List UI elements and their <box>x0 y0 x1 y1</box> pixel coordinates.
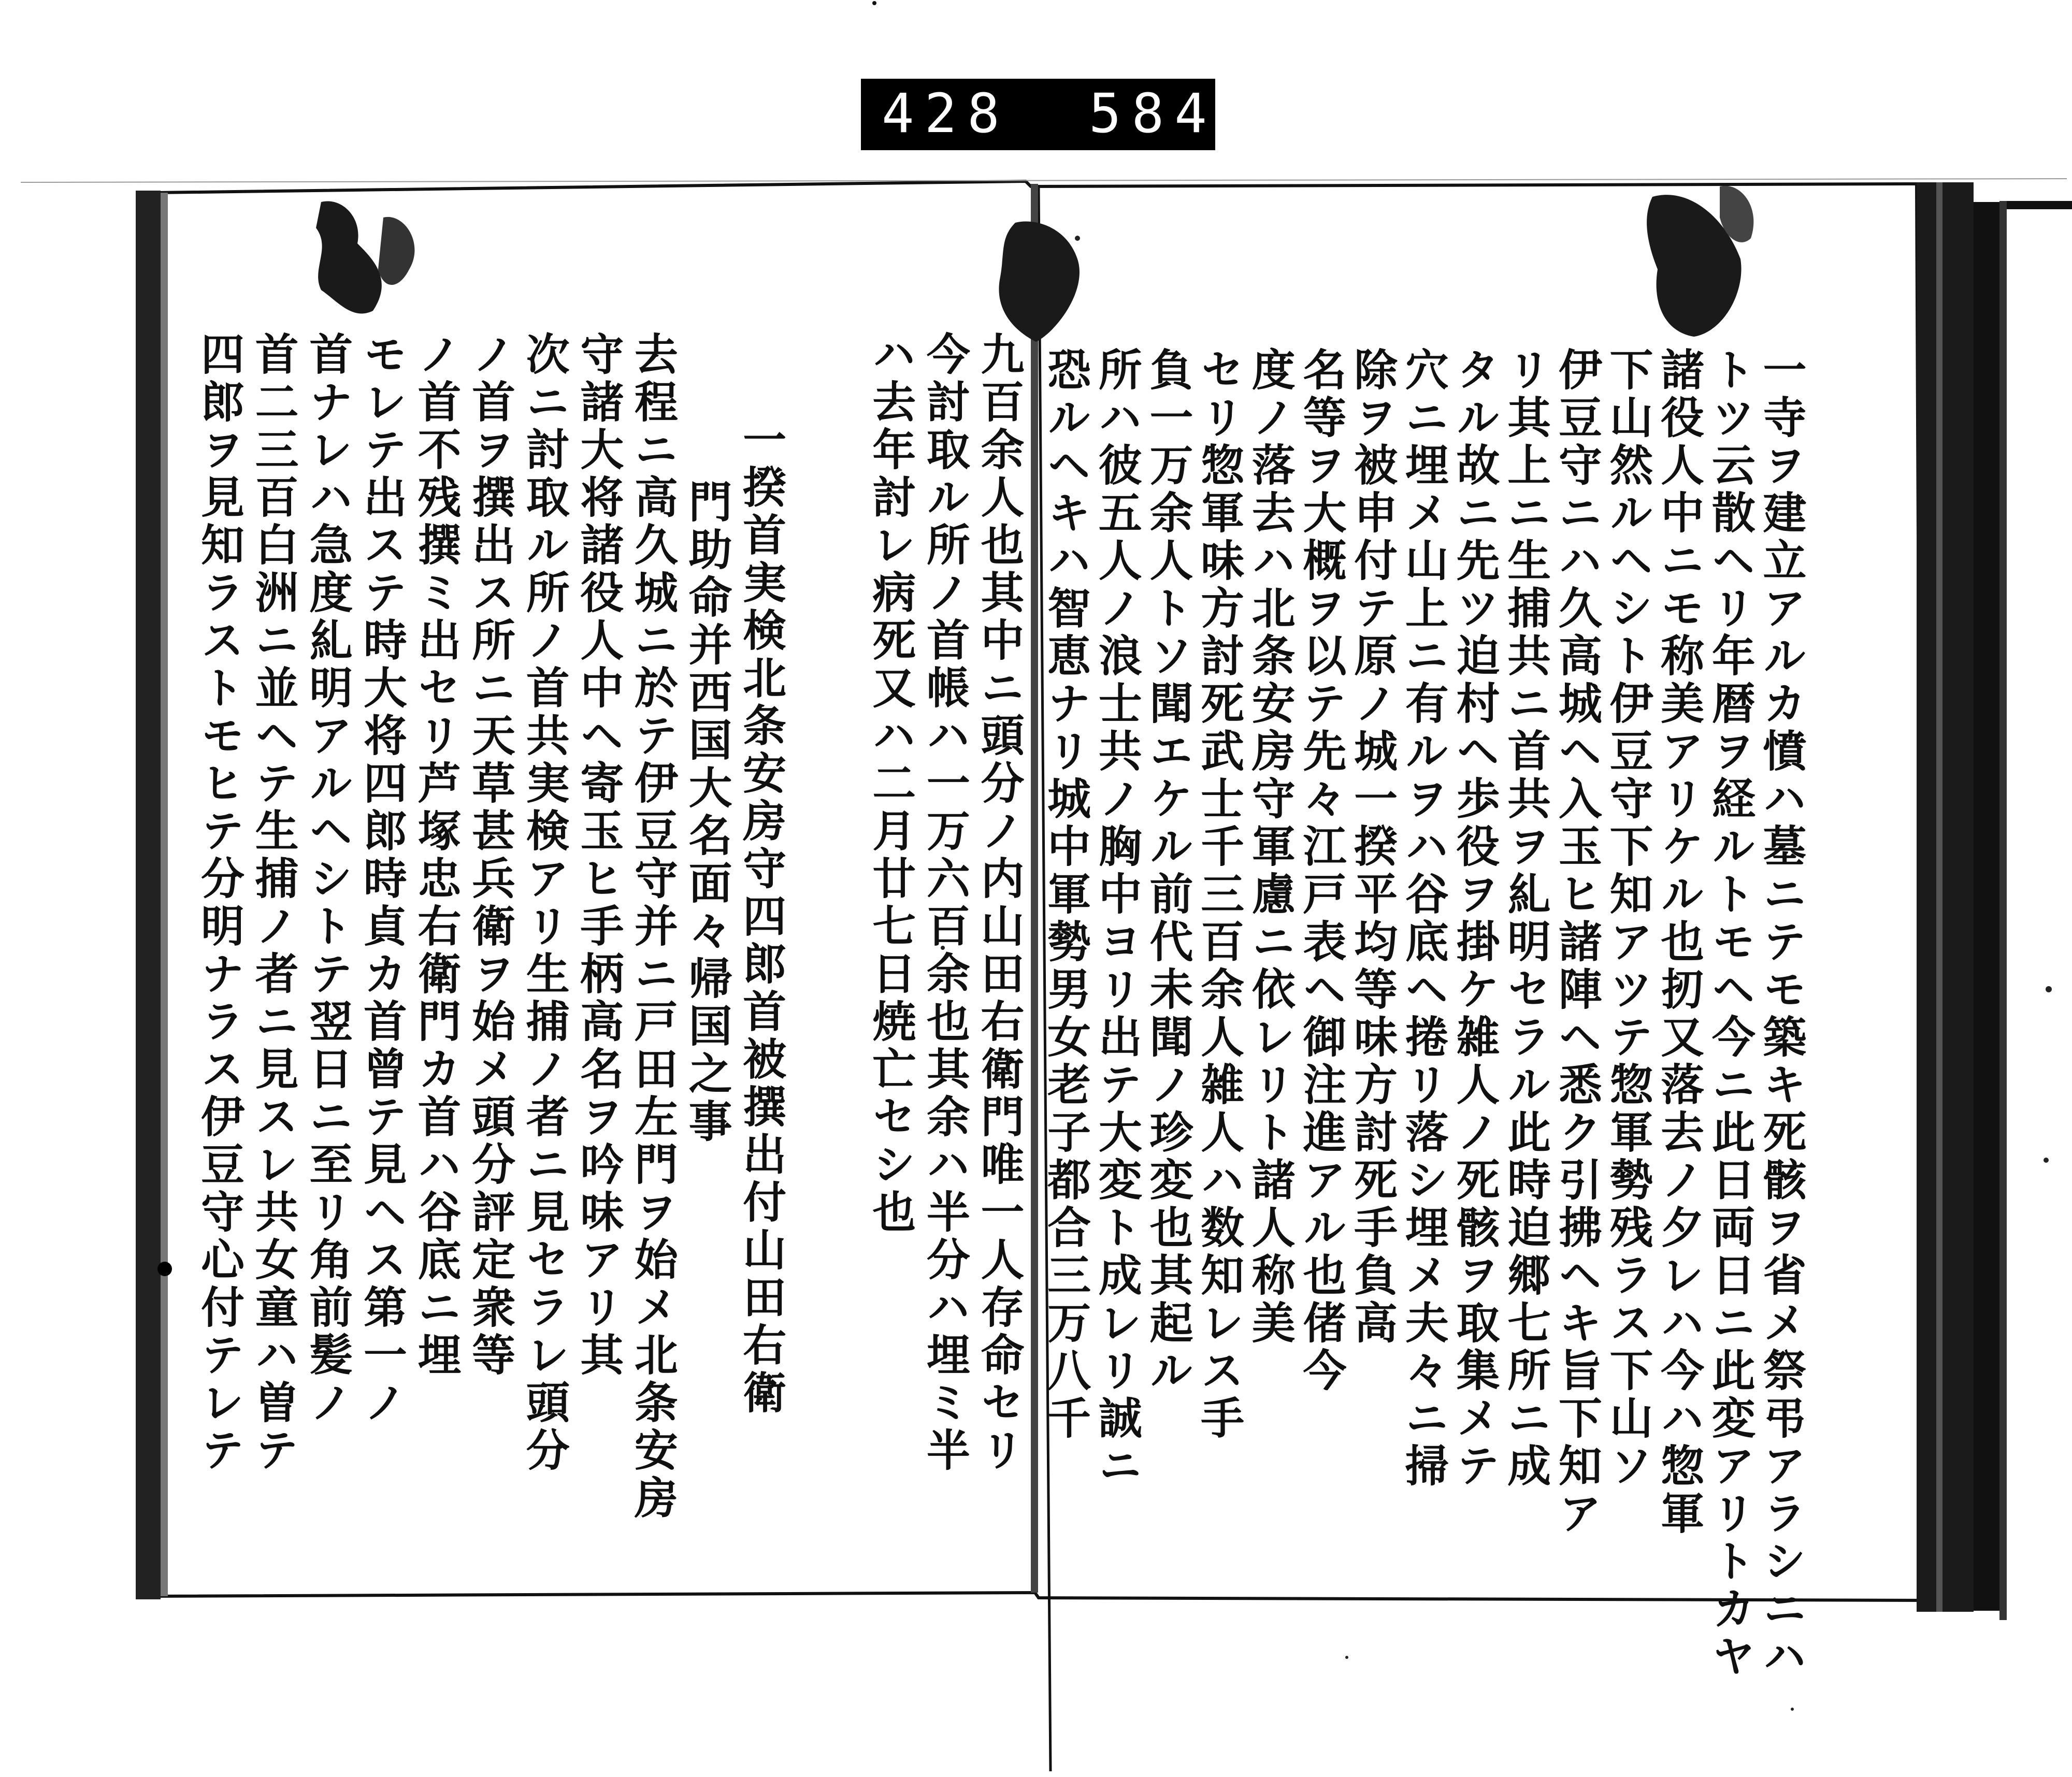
text-line: モレテ出ステ時大将四郎時貞カ首曾テ見ヘス第一ノ <box>356 331 408 1427</box>
text-line: 穴ニ埋メ山上ニ有ルヲハ谷底ヘ捲リ落シ埋メ夫々ニ掃 <box>1398 347 1450 1491</box>
text-line: 去程ニ高久城ニ於テ伊豆守并ニ戸田左門ヲ始メ北条安房 <box>627 331 679 1523</box>
text-line: 九百余人也其中ニ頭分ノ内山田右衛門唯一人存命セリ <box>974 331 1025 1475</box>
stamp-right-number: 584. <box>1089 82 1260 145</box>
text-line: 四郎ヲ見知ラストモヒテ分明ナラス伊豆守心付テレテ <box>194 331 246 1475</box>
right-cover-edge <box>1917 182 1974 1612</box>
text-line: 首二三百白洲ニ並ヘテ生捕ノ者ニ見スレ共女童ハ曽テ <box>248 331 300 1475</box>
text-line: 除ヲ被申付テ原ノ城一揆平均等味方討死手負高 <box>1347 347 1399 1348</box>
text-line: 伊豆守ニハ久高城ヘ入玉ヒ諸陣ヘ悉ク引拂ヘキ旨下知ア <box>1551 347 1603 1538</box>
right-page-text <box>1036 347 1807 1681</box>
text-line: 下山然ルヘシト伊豆守下知アツテ惣軍勢残ラス下山ソ <box>1602 347 1654 1491</box>
left-page-text <box>186 331 1025 1569</box>
text-line: 名等ヲ大概ヲ以テ先々江戸表ヘ御注進アル也偖今 <box>1296 347 1347 1395</box>
left-cover-edge <box>136 191 161 1599</box>
text-line: 諸役人中ニモ称美アリケル也扨又落去ノ夕レハ今ハ惣軍 <box>1653 347 1705 1538</box>
text-line: 次ニ討取ル所ノ首共実検アリ生捕ノ者ニ見セラレ頭分 <box>519 331 571 1475</box>
text-line: ハ去年討レ病死又ハ二月廿七日焼亡セシ也 <box>865 331 917 1237</box>
text-line: ノ首不残撰ミ出セリ芦塚忠右衛門カ首ハ谷底ニ埋 <box>410 331 462 1380</box>
section-heading: 一揆首実検北条安房守四郎首被撰出付山田右衛 <box>736 417 787 1418</box>
text-line: リ其上ニ生捕共ニ首共ヲ糺明セラル此時迫郷七所ニ成 <box>1500 347 1552 1491</box>
text-line: ノ首ヲ撰出ス所ニ天草甚兵衛ヲ始メ頭分評定衆等 <box>465 331 516 1380</box>
section-gap <box>783 331 858 1569</box>
text-line: 度ノ落去ハ北条安房守軍慮ニ依レリト諸人称美 <box>1245 347 1297 1348</box>
text-line: タル故ニ先ツ迫村ヘ歩役ヲ掛ケ雑人ノ死骸ヲ取集メテ <box>1449 347 1501 1491</box>
text-line: 守諸大将諸役人中ヘ寄玉ヒ手柄高名ヲ吟味アリ其 <box>573 331 625 1380</box>
text-line: セリ惣軍味方討死武士千三百余人雑人ハ数知レス手 <box>1193 347 1245 1443</box>
text-line: 恐ルヘキハ智恵ナリ城中軍勢男女老子都合三万八千 <box>1040 347 1092 1443</box>
archive-number-stamp <box>861 79 1260 150</box>
text-line: 負一万余人トソ聞エケル前代未聞ノ珍変也其起ル <box>1142 347 1194 1395</box>
text-line: 今討取ル所ノ首帳ハ一万六百余也其余ハ半分ハ埋ミ半 <box>919 331 971 1475</box>
text-line: 所ハ彼五人ノ浪士共ノ胸中ヨリ出テ大変ト成レリ誠ニ <box>1091 347 1143 1491</box>
text-line: 一寺ヲ建立アルカ憤ハ墓ニテモ築キ死骸ヲ省メ祭弔アラシニハ <box>1756 347 1807 1681</box>
text-line: 首ナレハ急度糺明アルヘシトテ翌日ニ至リ角前髪ノ <box>302 331 354 1427</box>
section-heading-continued: 門助命并西国大名面々帰国之事 <box>682 479 733 1146</box>
stamp-left-number: 428 <box>882 82 1010 145</box>
text-line: トツ云散ヘリ年暦ヲ経ルトモヘ今ニ此日両日ニ此変アリトカヤ <box>1705 347 1757 1681</box>
